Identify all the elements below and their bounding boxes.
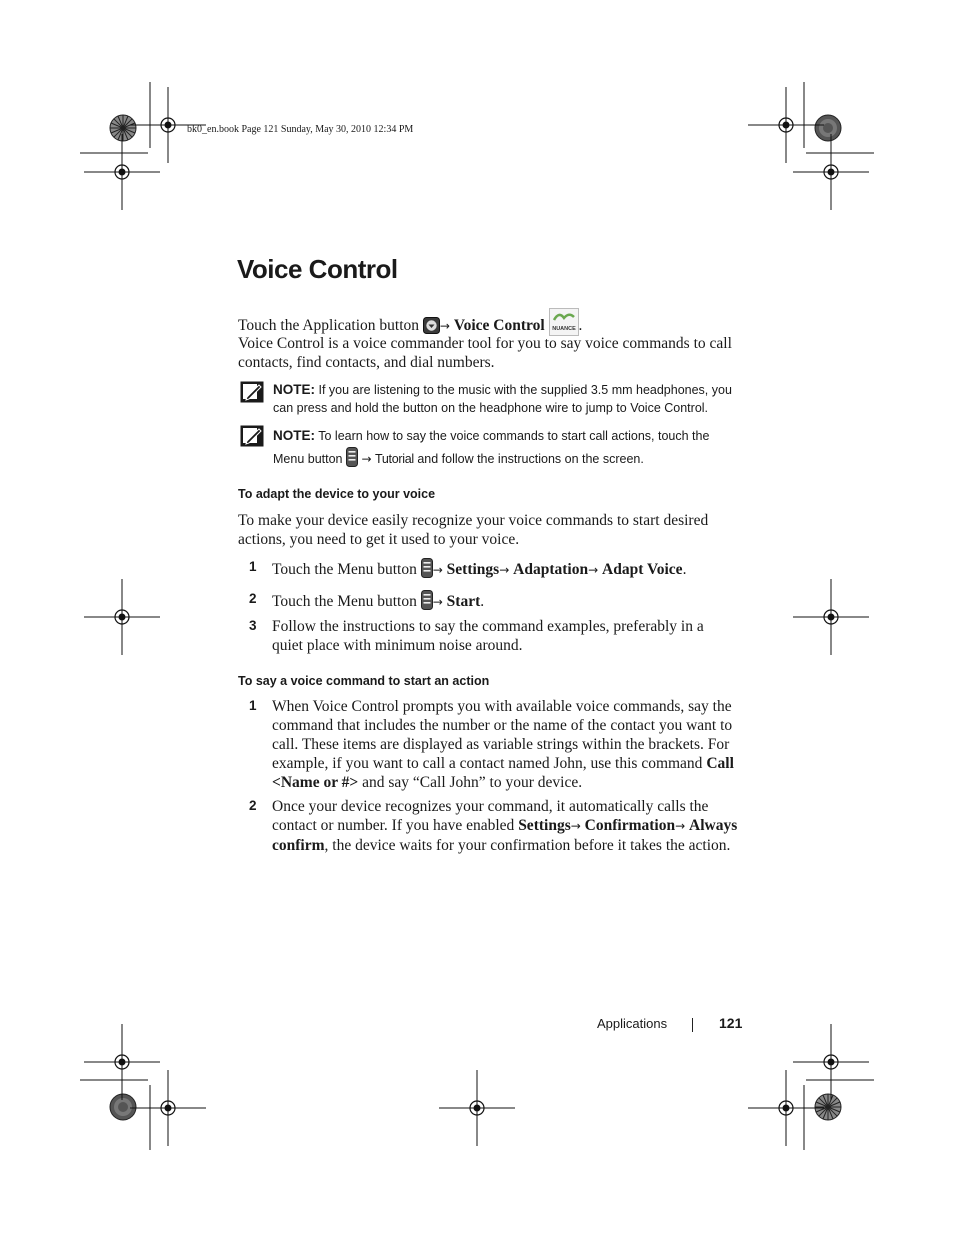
step-suffix: . <box>480 593 485 610</box>
footer-separator <box>692 1018 693 1032</box>
step-text-a: Once your device recognizes your command, it automatically calls the contact or number. If you have enabled <box>272 798 709 834</box>
note-label: NOTE: <box>273 382 315 397</box>
note-pencil-icon <box>240 425 264 447</box>
menu-path-start: Start <box>446 593 481 610</box>
intro-target: Voice Control <box>453 317 545 334</box>
step-suffix: . <box>682 561 687 578</box>
step-text-b: and say “Call John” to your device. <box>358 774 583 791</box>
step-number: 1 <box>249 559 257 574</box>
note-body-end: and follow the instructions on the screen. <box>413 452 644 466</box>
arrow-glyph: → <box>439 319 450 333</box>
step-number: 3 <box>249 618 257 633</box>
page-title: Voice Control <box>237 254 398 284</box>
arrow-glyph: → <box>588 563 599 577</box>
arrow-glyph: → <box>675 819 686 833</box>
intro-prefix: Touch the Application button <box>238 317 420 334</box>
step-text <box>272 797 738 855</box>
description-paragraph: Voice Control is a voice commander tool for you to say voice commands to call contacts, find contacts, and dial numbers. <box>238 335 732 371</box>
intro-suffix: . <box>578 317 583 334</box>
menu-path-confirmation: Confirmation <box>584 817 676 834</box>
arrow-glyph: → <box>499 563 510 577</box>
step-text-b: , the device waits for your confirmation before it takes the action. <box>324 837 731 854</box>
nuance-logo-text: NUANCE <box>551 326 576 332</box>
note-body: To learn how to say the voice commands to start call actions, touch the Menu button <box>273 429 710 466</box>
step-text <box>272 558 738 583</box>
menu-path-always-confirm: Always confirm <box>272 817 738 854</box>
section-heading-adapt: To adapt the device to your voice <box>238 487 436 501</box>
arrow-glyph: → <box>570 819 581 833</box>
step-text <box>272 590 738 615</box>
note-label: NOTE: <box>273 428 315 443</box>
menu-button-icon <box>346 447 358 474</box>
menu-path-adaptation: Adaptation <box>513 561 589 578</box>
menu-path-settings: Settings <box>446 561 500 578</box>
menu-button-icon <box>421 558 433 583</box>
menu-button-icon <box>421 590 433 615</box>
arrow-glyph: → <box>432 595 443 609</box>
note-pencil-icon <box>240 381 264 403</box>
step-text: Follow the instructions to say the command examples, preferably in a quiet place with minimum noise around. <box>272 618 704 654</box>
note-body: If you are listening to the music with the supplied 3.5 mm headphones, you can press and hold the button on the headphone wire to jump to Voice Control. <box>273 383 732 415</box>
section-intro-paragraph: To make your device easily recognize your voice commands to start desired actions, you need to get it used to your voice. <box>238 512 709 548</box>
note-text <box>273 381 738 417</box>
step-prefix: Touch the Menu button <box>272 593 417 610</box>
step-number: 2 <box>249 798 257 813</box>
step-number: 2 <box>249 591 257 606</box>
footer-section-name: Applications <box>597 1016 668 1031</box>
step-prefix: Touch the Menu button <box>272 561 417 578</box>
section-heading-say-command: To say a voice command to start an action <box>238 674 490 688</box>
tutorial-label: Tutorial <box>375 452 414 466</box>
step-number: 1 <box>249 698 257 713</box>
page-number: 121 <box>719 1015 743 1031</box>
menu-path-settings: Settings <box>518 817 571 834</box>
book-slug: bk0_en.book Page 121 Sunday, May 30, 2010 12:34 PM <box>187 124 414 135</box>
arrow-glyph: → <box>361 452 372 466</box>
step-text <box>272 697 738 792</box>
arrow-glyph: → <box>432 563 443 577</box>
command-call: Call <Name or #> <box>272 755 734 791</box>
step-text-a: When Voice Control prompts you with available voice commands, say the command that includes the number or the name of the contact you want to call. These items are displayed as variable strings within the brackets. For example, if you want to call a contact named John, use this command <box>272 698 733 772</box>
menu-path-adapt-voice: Adapt Voice <box>602 561 683 578</box>
note-text <box>273 425 738 474</box>
